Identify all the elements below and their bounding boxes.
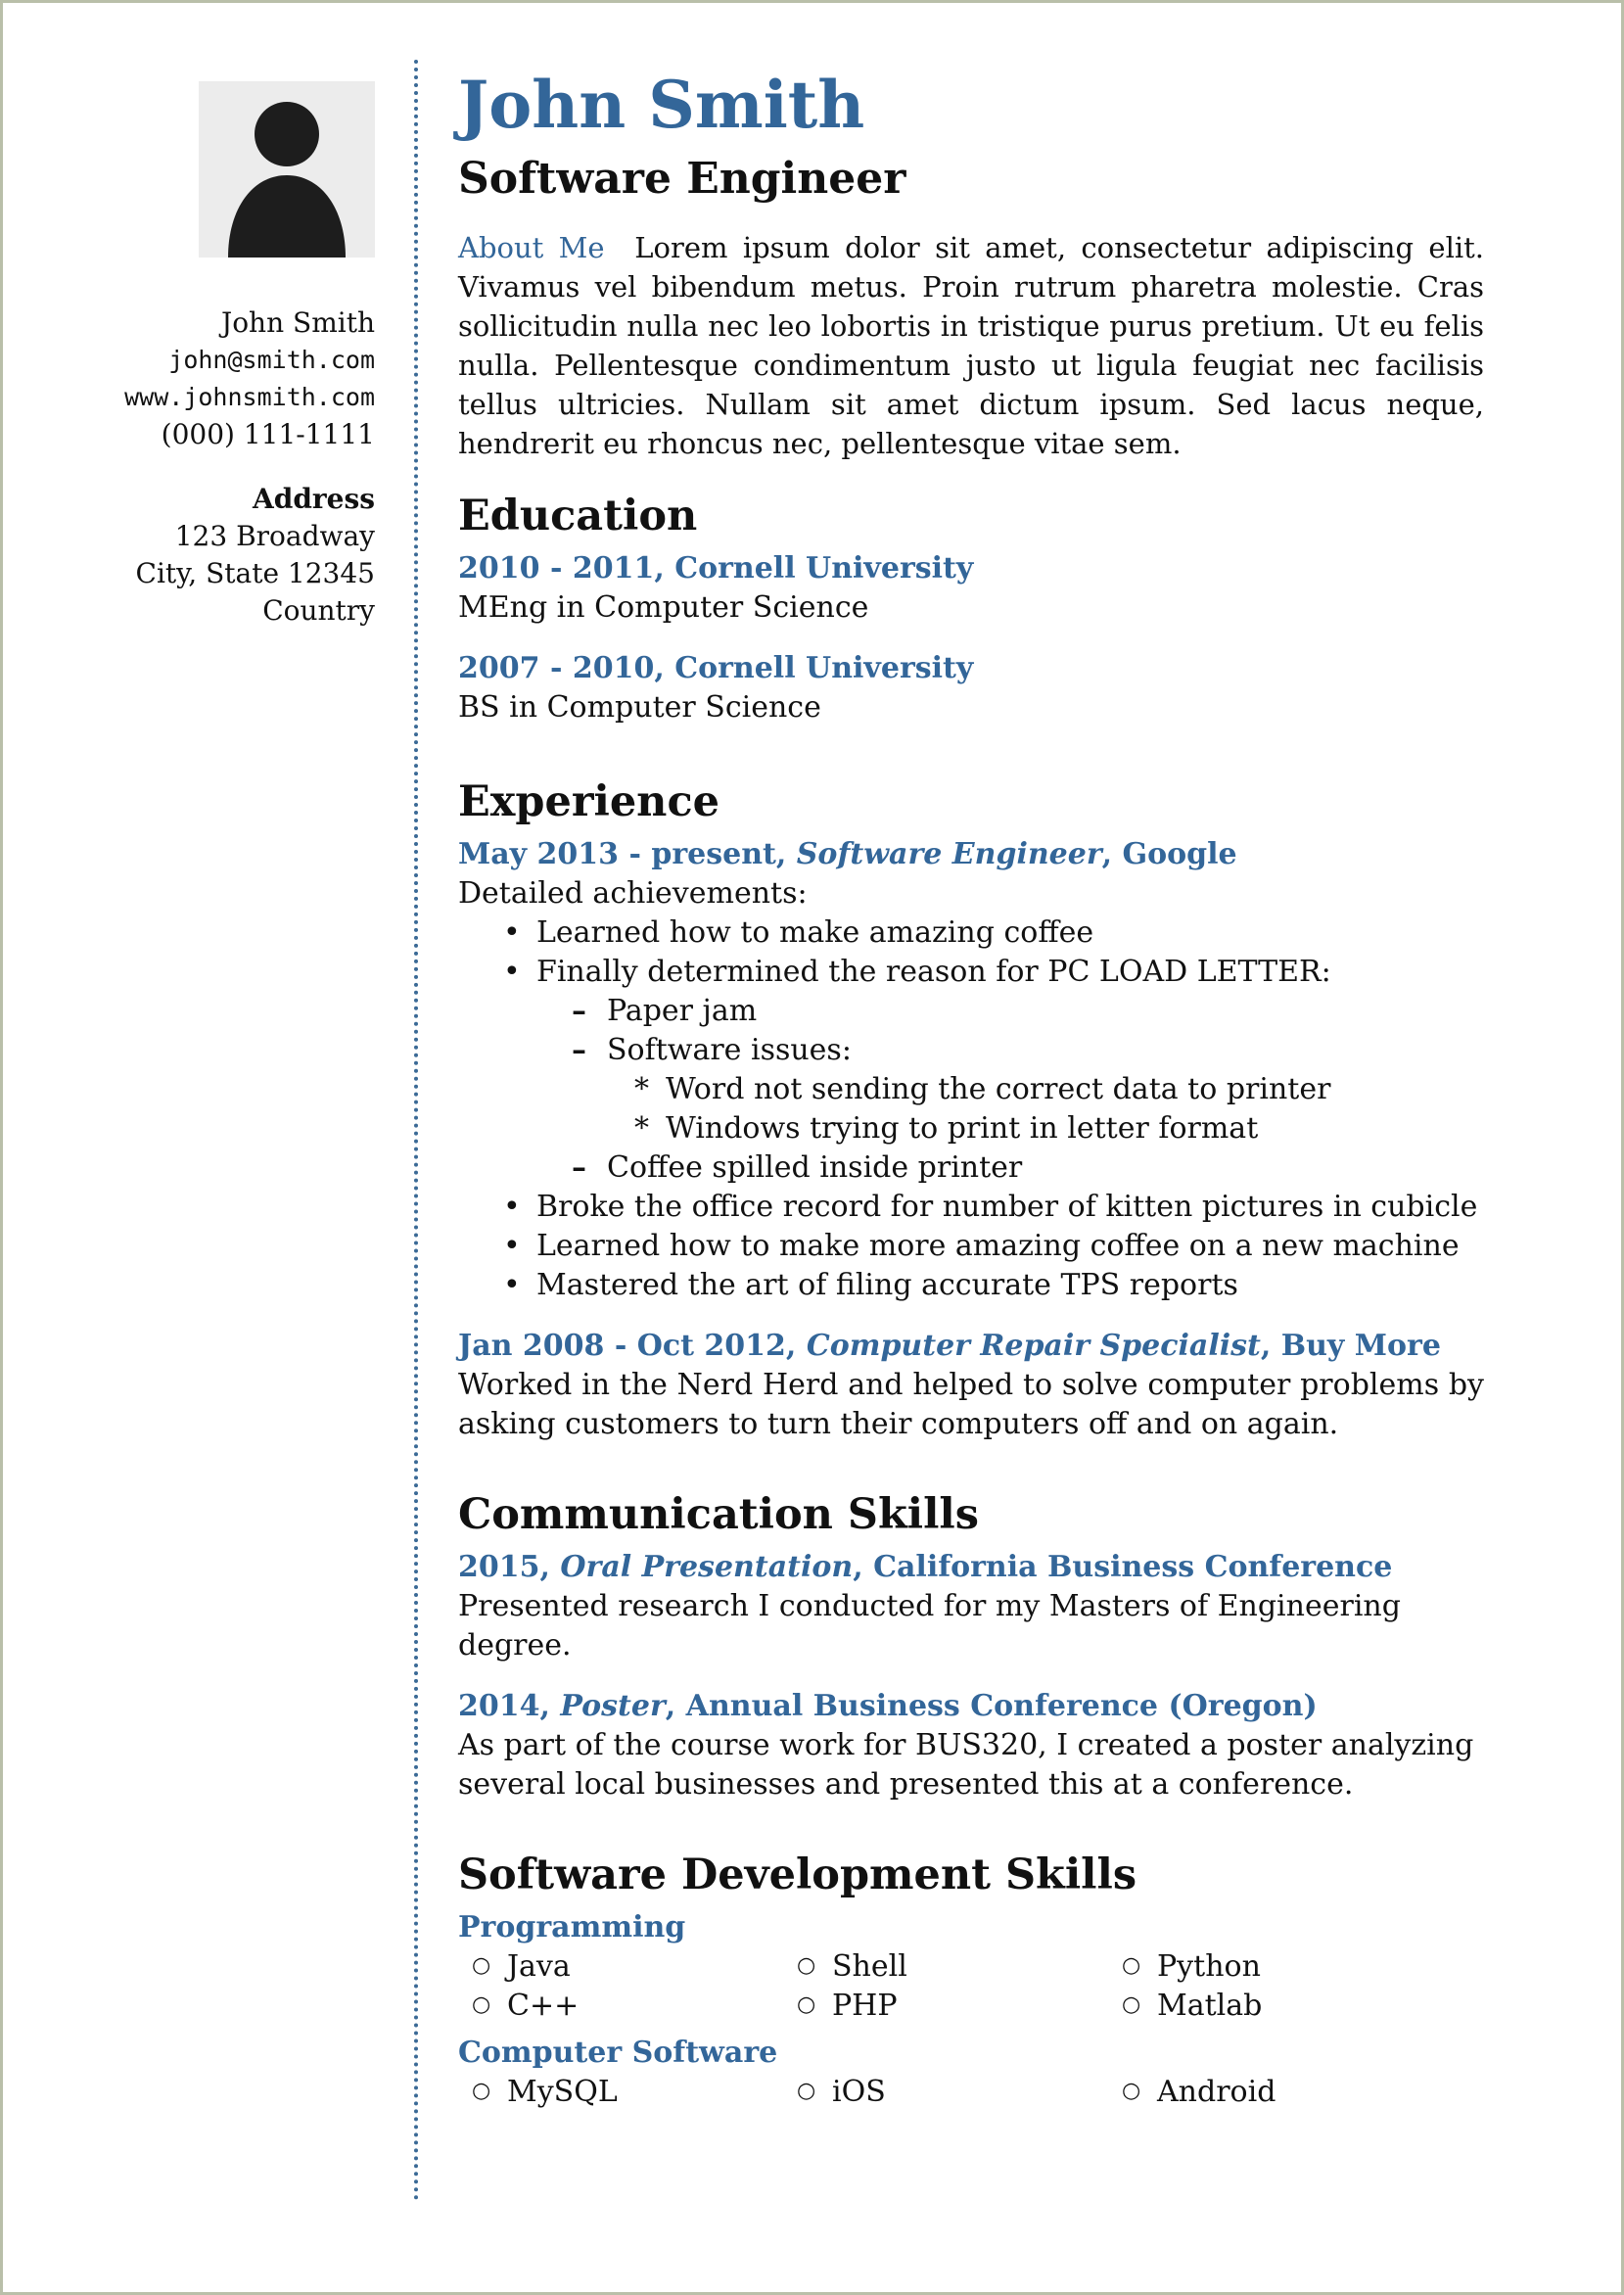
list-item-text: Finally determined the reason for PC LOAD LETTER: [536,955,1331,989]
education-entry-detail: BS in Computer Science [458,690,821,725]
list-item [458,953,1484,1188]
job-role: Computer Repair Specialist [806,1329,1261,1363]
software-skills [458,2073,1484,2112]
list-item: – Paper jam [458,992,1484,1031]
entry-year: 2015, [458,1550,561,1584]
list-item: • Learned how to make amazing coffee [458,913,1484,953]
experience-heading: Experience [458,777,719,826]
list-item: – Coffee spilled inside printer [458,1148,1484,1188]
programming-skills [458,1947,1484,2026]
skill-item: ○ Java [458,1947,783,1987]
communication-heading: Communication Skills [458,1490,979,1539]
list-item: * Word not sending the correct data to printer [458,1070,1484,1109]
page-title: John Smith [458,67,865,143]
job-dates: May 2013 - present, [458,837,797,871]
entry-venue: , California Business Conference [853,1550,1393,1584]
sub-sub-list [607,1070,1484,1148]
skill-item: ○ C++ [458,1987,783,2026]
job-company: , Google [1101,837,1237,871]
job-description: Worked in the Nerd Herd and helped to solve computer problems by asking customers to turn their computers off and on again. [458,1368,1484,1441]
communication-entry-head [458,1548,1484,1587]
education-entry-head: 2007 - 2010, Cornell University [458,651,974,685]
list-item: * Windows trying to print in letter format [458,1109,1484,1148]
address-line: 123 Broadway [174,520,375,552]
contact-info [42,304,375,453]
address-label: Address [253,483,375,515]
address-block [42,481,375,630]
skill-item: ○ Matlab [1108,1987,1433,2026]
skill-item: ○ Android [1108,2073,1433,2112]
programming-label: Programming [458,1910,686,1944]
job-entry-head [458,835,1484,874]
job-role: Software Engineer [796,837,1102,871]
software-label: Computer Software [458,2036,778,2070]
skill-item: ○ Shell [783,1947,1108,1987]
job-title: Software Engineer [458,154,906,204]
job-dates: Jan 2008 - Oct 2012, [458,1329,807,1363]
achievement-list [458,913,1484,1305]
education-entry-detail: MEng in Computer Science [458,590,869,625]
job-company: , Buy More [1260,1329,1441,1363]
sidebar-name: John Smith [220,306,375,339]
resume-page [3,3,1621,2292]
skill-item: ○ PHP [783,1987,1108,2026]
skill-item: ○ iOS [783,2073,1108,2112]
skill-item: ○ MySQL [458,2073,783,2112]
about-section [458,228,1484,463]
job-entry-head [458,1327,1484,1366]
list-item: • Broke the office record for number of kitten pictures in cubicle [458,1188,1484,1227]
communication-entry-head [458,1687,1484,1726]
list-item-text: Software issues: [607,1033,852,1067]
list-item [458,1031,1484,1148]
email-link[interactable]: john@smith.com [168,346,375,374]
about-label: About Me [458,231,605,264]
job-intro: Detailed achievements: [458,876,808,911]
education-entry-head: 2010 - 2011, Cornell University [458,551,974,585]
entry-type: Poster [560,1689,666,1723]
communication-entry-text: As part of the course work for BUS320, I created a poster analyzing several local businesses and presented this at a conference. [458,1728,1474,1802]
dotted-divider [414,60,418,2202]
software-heading: Software Development Skills [458,1850,1137,1899]
communication-entry-text: Presented research I conducted for my Masters of Engineering degree. [458,1589,1401,1663]
entry-venue: , Annual Business Conference (Oregon) [665,1689,1318,1723]
person-silhouette-icon [199,81,375,258]
address-line: City, State 12345 [135,557,375,589]
address-line: Country [262,594,375,627]
entry-type: Oral Presentation [560,1550,854,1584]
website-link[interactable]: www.johnsmith.com [124,383,375,411]
about-text: Lorem ipsum dolor sit amet, consectetur adipiscing elit. Vivamus vel bibendum metus. Proin rutrum pharetra molestie. Cras sollicitudin nulla nec leo lobortis in tristique purus pretium. Ut eu felis nulla. Pellentesque condimentum justo ut ligula feugiat nec facilisis tellus ultricies. Nullam sit amet dictum ipsum. Sed lacus neque, hendrerit eu rhoncus nec, pellentesque vitae sem. [458,231,1484,460]
avatar [199,81,375,258]
skill-item: ○ Python [1108,1947,1433,1987]
list-item: • Learned how to make more amazing coffee on a new machine [458,1227,1484,1266]
list-item: • Mastered the art of filing accurate TPS reports [458,1266,1484,1305]
sub-list [536,992,1484,1188]
education-heading: Education [458,492,698,540]
main-content [458,66,1484,2120]
entry-year: 2014, [458,1689,561,1723]
phone-number: (000) 111-1111 [161,418,375,450]
